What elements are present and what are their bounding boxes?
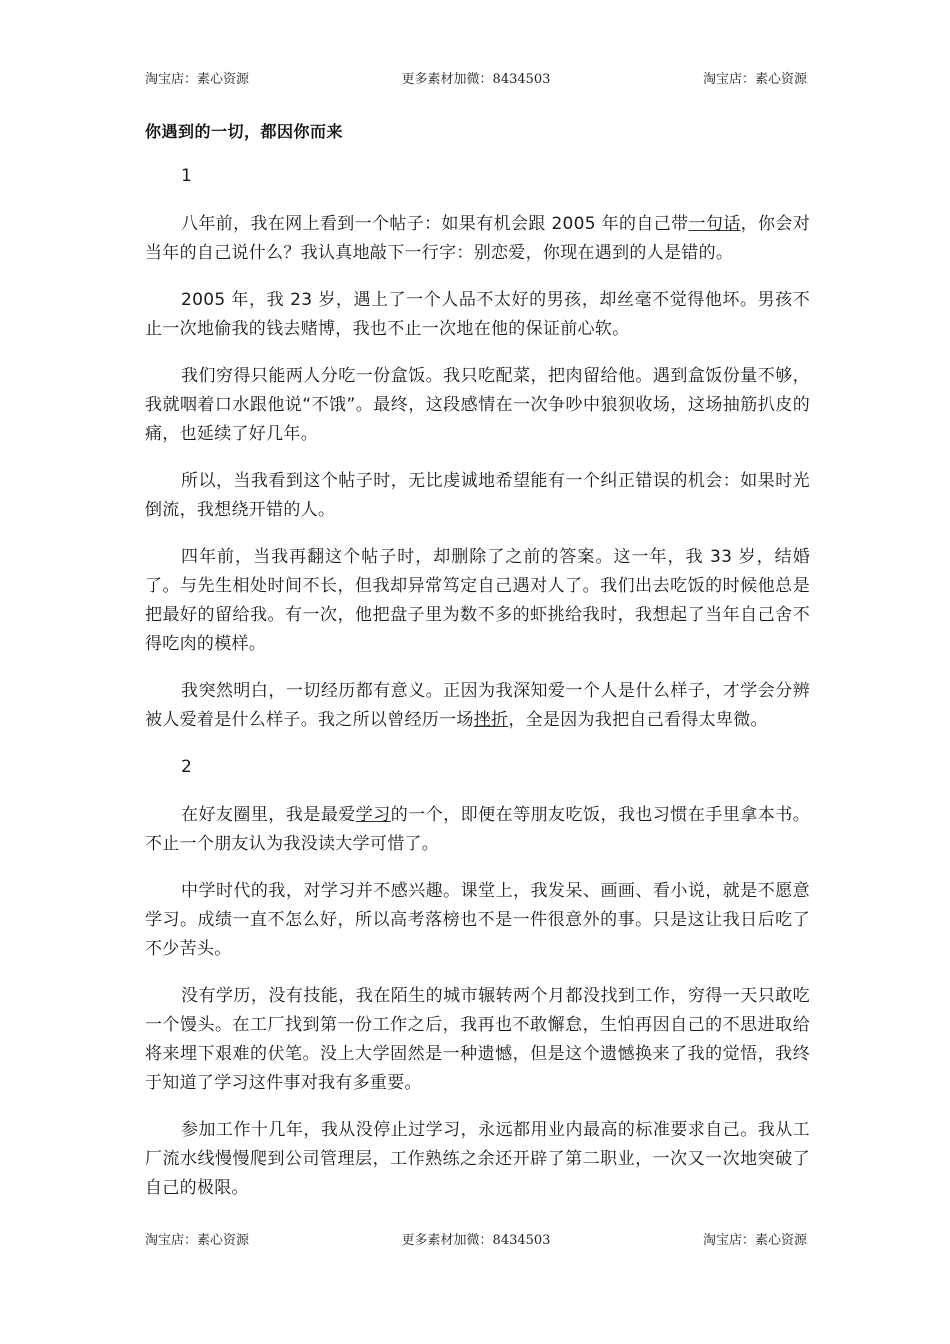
paragraph: 中学时代的我，对学习并不感兴趣。课堂上，我发呆、画画、看小说，就是不愿意学习。成绩一直不怎么好，所以高考落榜也不是一件很意外的事。只是这让我日后吃了不少苦头。 xyxy=(145,881,810,959)
footer-center: 更多素材加微：8434503 xyxy=(401,1232,551,1248)
section-number-1: 1 xyxy=(181,166,192,186)
paragraph: 四年前，当我再翻这个帖子时，却删除了之前的答案。这一年，我 33 岁，结婚了。与先生相处时间不长，但我却异常笃定自己遇对人了。我们出去吃饭的时候他总是把最好的留给我。有一次，他把盘子里为数不多的虾挑给我时，我想起了当年自己舍不得吃肉的模样。 xyxy=(145,547,810,654)
paragraph: 在好友圈里，我是最爱学习的一个，即便在等朋友吃饭，我也习惯在手里拿本书。不止一个朋友认为我没读大学可惜了。 xyxy=(145,805,811,854)
inline-link[interactable]: 挫折 xyxy=(473,710,509,730)
header-center: 更多素材加微：8434503 xyxy=(401,71,551,87)
section-number-2: 2 xyxy=(181,757,192,777)
paragraph: 我突然明白，一切经历都有意义。正因为我深知爱一个人是什么样子，才学会分辨被人爱着是什么样子。我之所以曾经历一场挫折，全是因为我把自己看得太卑微。 xyxy=(145,681,810,730)
article-title: 你遇到的一切，都因你而来 xyxy=(145,122,344,141)
article-body xyxy=(145,162,810,1221)
page-header xyxy=(145,67,807,87)
paragraph: 2005 年，我 23 岁，遇上了一个人品不太好的男孩，却丝毫不觉得他坏。男孩不止一次地偷我的钱去赌博，我也不止一次地在他的保证前心软。 xyxy=(145,290,810,339)
header-left: 淘宝店：素心资源 xyxy=(145,71,250,87)
page-footer xyxy=(145,1228,807,1248)
footer-right: 淘宝店：素心资源 xyxy=(702,1232,807,1248)
paragraph: 所以，当我看到这个帖子时，无比虔诚地希望能有一个纠正错误的机会：如果时光倒流，我想绕开错的人。 xyxy=(145,471,810,520)
paragraph: 参加工作十几年，我从没停止过学习，永远都用业内最高的标准要求自己。我从工厂流水线慢慢爬到公司管理层，工作熟练之余还开辟了第二职业，一次又一次地突破了自己的极限。 xyxy=(145,1120,810,1198)
inline-link[interactable]: 学习 xyxy=(355,805,391,825)
inline-link[interactable]: 一句话 xyxy=(688,214,741,234)
paragraph: 我们穷得只能两人分吃一份盒饭。我只吃配菜，把肉留给他。遇到盒饭份量不够，我就咽着口水跟他说“不饿”。最终，这段感情在一次争吵中狼狈收场，这场抽筋扒皮的痛，也延续了好几年。 xyxy=(145,366,810,444)
paragraph: 没有学历，没有技能，我在陌生的城市辗转两个月都没找到工作，穷得一天只敢吃一个馒头。在工厂找到第一份工作之后，我再也不敢懈怠，生怕再因自己的不思进取给将来埋下艰难的伏笔。没上大学固然是一种遗憾，但是这个遗憾换来了我的觉悟，我终于知道了学习这件事对我有多重要。 xyxy=(145,986,810,1093)
footer-left: 淘宝店：素心资源 xyxy=(145,1232,250,1248)
header-right: 淘宝店：素心资源 xyxy=(702,71,807,87)
paragraph: 八年前，我在网上看到一个帖子：如果有机会跟 2005 年的自己带一句话，你会对当年的自己说什么？我认真地敲下一行字：别恋爱，你现在遇到的人是错的。 xyxy=(145,214,811,263)
